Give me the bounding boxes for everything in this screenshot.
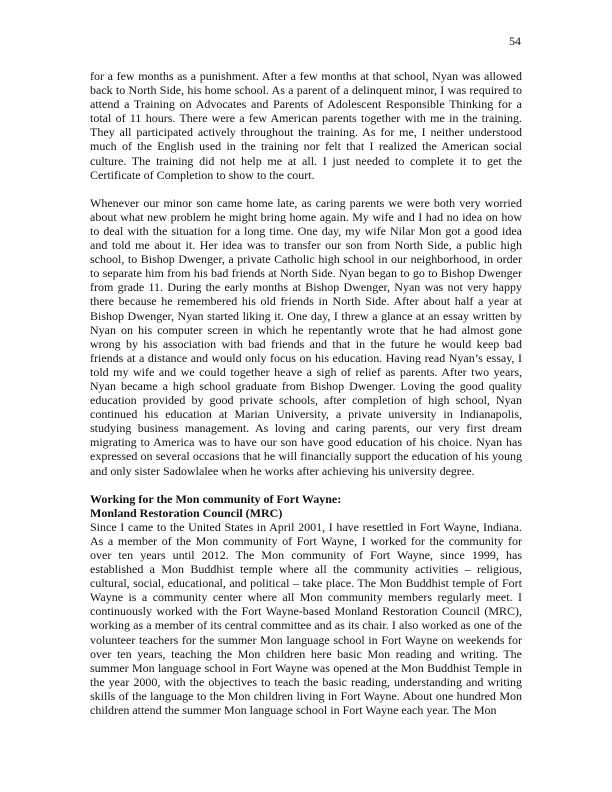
paragraph-mon-community: Since I came to the United States in April 2001, I have resettled in Fort Wayne, Indiana. As a member of the Mon community of Fort Wayne, I worked for the community for over ten years until 2012. The Mon community of Fort Wayne, since 1999, has established a Mon Buddhist temple where all the community activities – religious, cultural, social, educational, and political – take place. The Mon Buddhist temple of Fort Wayne is a community center where all Mon community members regularly meet. I continuously worked with the Fort Wayne-based Monland Restoration Council (MRC), working as a member of its central committee and as its chair. I also worked as one of the volunteer teachers for the summer Mon language school in Fort Wayne on weekends for over ten years, teaching the Mon children here basic Mon reading and writing. The summer Mon language school in Fort Wayne was opened at the Mon Buddhist Temple in the year 2000, with the objectives to teach the basic reading, understanding and writing skills of the language to the Mon children living in Fort Wayne. About one hundred Mon children attend the summer Mon language school in Fort Wayne each year. The Mon xyxy=(90,519,522,718)
paragraph-training: for a few months as a punishment. After a few months at that school, Nyan was allowed back to North Side, his home school. As a parent of a delinquent minor, I was required to attend a Training on Advocates and Parents of Adolescent Responsible Thinking for a total of 11 hours. There were a few American parents together with me in the training. They all participated actively throughout the training. As for me, I neither understood much of the English used in the training nor felt that I realized the American social culture. The training did not help me at all. I just needed to complete it to get the Certificate of Completion to show to the court. xyxy=(90,69,522,182)
section-heading-line2: Monland Restoration Council (MRC) xyxy=(90,505,283,520)
section-heading xyxy=(90,492,522,520)
paragraph-son-education: Whenever our minor son came home late, as caring parents we were both very worried about what new problem he might bring home again. My wife and I had no idea on how to deal with the situation for a long time. One day, my wife Nilar Mon got a good idea and told me about it. Her idea was to transfer our son from North Side, a public high school, to Bishop Dwenger, a private Catholic high school in our neighborhood, in order to separate him from his bad friends at North Side. Nyan began to go to Bishop Dwenger from grade 11. During the early months at Bishop Dwenger, Nyan was not very happy there because he remembered his old friends in North Side. After about half a year at Bishop Dwenger, Nyan started liking it. One day, I threw a glance at an essay written by Nyan on his computer screen in which he repentantly wrote that he had almost gone wrong by his association with bad friends and that in the future he would keep bad friends at a distance and would only focus on his education. Having read Nyan’s essay, I told my wife and we could together heave a sigh of relief as parents. After two years, Nyan became a high school graduate from Bishop Dwenger. Loving the good quality education provided by good private schools, after completion of high school, Nyan continued his education at Marian University, a private university in Indianapolis, studying business management. As loving and caring parents, our very first dream migrating to America was to have our son have good education of his choice. Nyan has expressed on several occasions that he will financially support the education of his young and only sister Sadowlalee when he works after achieving his university degree. xyxy=(90,195,522,478)
page-number: 54 xyxy=(509,34,521,48)
document-body xyxy=(90,69,522,717)
section-heading-line1: Working for the Mon community of Fort Wayne: xyxy=(90,491,342,506)
